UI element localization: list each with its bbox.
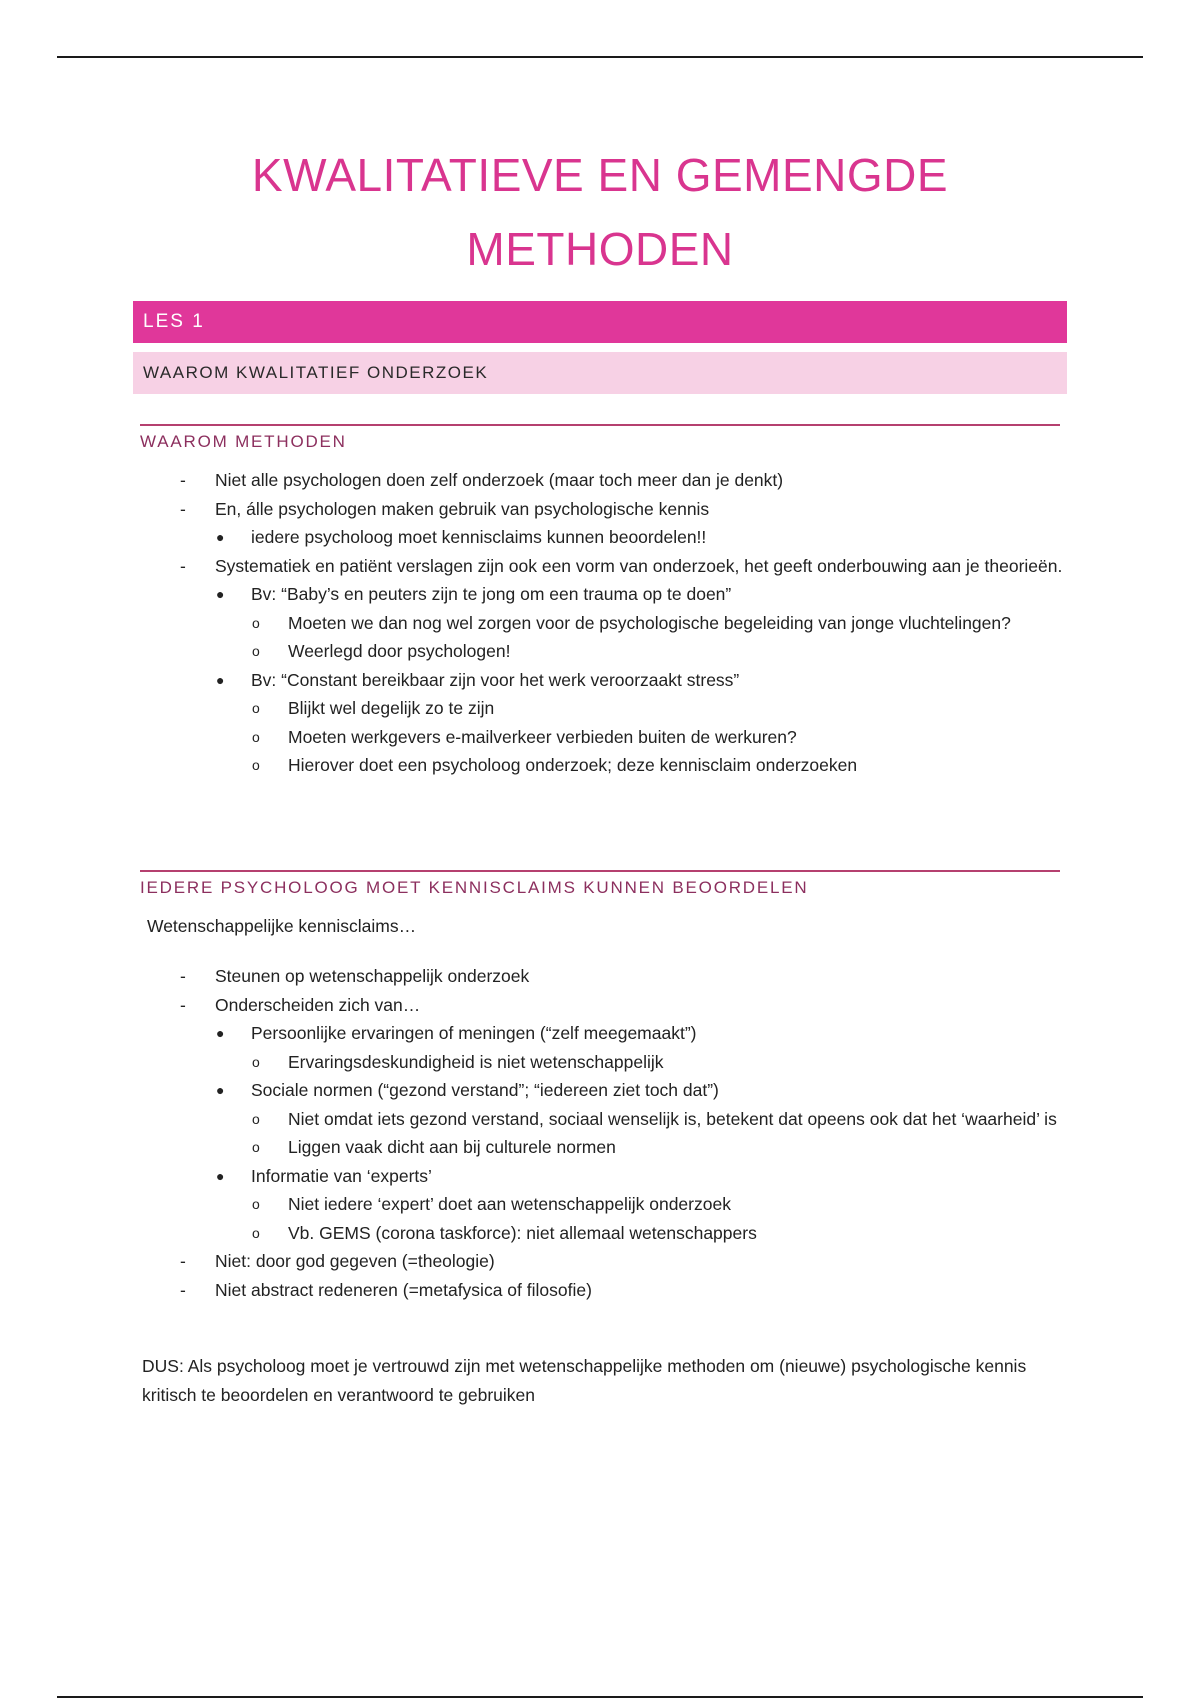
list-item: [0, 1276, 1200, 1305]
list-item-text: Niet alle psychologen doen zelf onderzoek (maar toch meer dan je denkt): [215, 470, 784, 490]
list-item-text: Niet iedere ‘expert’ doet aan wetenschappelijk onderzoek: [288, 1194, 731, 1214]
list-item: [0, 751, 1200, 780]
section-intro: Wetenschappelijke kennisclaims…: [147, 916, 417, 936]
list-marker: -: [180, 994, 186, 1015]
list-marker: -: [180, 966, 186, 986]
list-item: [0, 495, 1200, 524]
list-item: [0, 637, 1200, 666]
list-marker: -: [180, 1251, 186, 1271]
list-item: [0, 552, 1200, 581]
list-marker: o: [252, 1110, 260, 1127]
list-item-text: Sociale normen (“gezond verstand”; “iedereen ziet toch dat”): [251, 1080, 719, 1100]
list-item-text: Vb. GEMS (corona taskforce): niet allemaal wetenschappers: [288, 1222, 757, 1243]
list-item: [0, 666, 1200, 695]
list-item-text: Persoonlijke ervaringen of meningen (“zelf meegemaakt”): [251, 1023, 697, 1043]
list-item-text: Niet: door god gegeven (=theologie): [215, 1251, 495, 1271]
list-item: [0, 1019, 1200, 1048]
list-item-text: Onderscheiden zich van…: [215, 994, 421, 1015]
bullet-list-waarom-methoden: [0, 466, 1200, 780]
list-item: [0, 694, 1200, 723]
list-item-text: Blijkt wel degelijk zo te zijn: [288, 698, 495, 718]
list-item-text: Weerlegd door psychologen!: [288, 641, 511, 661]
list-item: [0, 1219, 1200, 1248]
section-heading-kennisclaims: IEDERE PSYCHOLOOG MOET KENNISCLAIMS KUNNEN BEOORDELEN: [140, 870, 1060, 898]
page-title: [0, 138, 1200, 286]
list-item: [0, 1048, 1200, 1077]
list-item-text: Niet abstract redeneren (=metafysica of filosofie): [215, 1279, 592, 1300]
list-marker: o: [252, 1053, 260, 1070]
list-marker: -: [180, 555, 186, 576]
list-item-text: Hierover doet een psycholoog onderzoek; deze kennisclaim onderzoeken: [288, 755, 858, 775]
list-item-text: iedere psycholoog moet kennisclaims kunnen beoordelen!!: [251, 527, 707, 547]
list-marker: o: [252, 614, 260, 631]
list-item: [0, 1105, 1200, 1134]
page-title-line-1: KWALITATIEVE EN GEMENGDE: [251, 149, 949, 201]
list-marker: o: [252, 1224, 260, 1241]
list-item: [0, 1162, 1200, 1191]
list-item-text: Informatie van ‘experts’: [251, 1165, 432, 1186]
list-item: [0, 1133, 1200, 1162]
bottom-rule: [57, 1696, 1143, 1698]
section-heading-waarom-methoden: WAAROM METHODEN: [140, 424, 1060, 452]
list-marker: o: [252, 700, 260, 716]
subtopic-band: WAAROM KWALITATIEF ONDERZOEK: [133, 352, 1067, 394]
list-marker: o: [252, 757, 260, 773]
list-item: [0, 991, 1200, 1020]
list-item-text: Ervaringsdeskundigheid is niet wetenschappelijk: [288, 1051, 664, 1072]
list-item-text: Systematiek en patiënt verslagen zijn ook een vorm van onderzoek, het geeft onderbouwing aan je theorieën.: [215, 555, 1063, 576]
list-item: [0, 466, 1200, 495]
list-marker: ●: [216, 1082, 225, 1098]
list-marker: -: [180, 470, 186, 490]
top-rule: [57, 56, 1143, 58]
list-marker: -: [180, 498, 186, 519]
list-item: [0, 523, 1200, 552]
list-marker: o: [252, 1196, 260, 1212]
list-item: [0, 1076, 1200, 1105]
list-item-text: Liggen vaak dicht aan bij culturele normen: [288, 1137, 616, 1157]
bullet-list-kennisclaims: [0, 962, 1200, 1304]
list-item-text: Moeten werkgevers e-mailverkeer verbieden buiten de werkuren?: [288, 726, 797, 747]
list-marker: o: [252, 1139, 260, 1155]
list-item-text: Moeten we dan nog wel zorgen voor de psychologische begeleiding van jonge vluchtelingen?: [288, 612, 1011, 633]
list-item-text: Steunen op wetenschappelijk onderzoek: [215, 966, 530, 986]
list-item: [0, 1190, 1200, 1219]
list-item: [0, 962, 1200, 991]
list-marker: ●: [216, 529, 225, 545]
list-item-text: Bv: “Constant bereikbaar zijn voor het werk veroorzaakt stress”: [251, 669, 740, 690]
list-marker: ●: [216, 586, 225, 602]
list-item: [0, 580, 1200, 609]
conclusion-paragraph: DUS: Als psycholoog moet je vertrouwd zijn met wetenschappelijke methoden om (nieuwe) psychologische kennis kritisch te beoordelen en verantwoord te gebruiken: [142, 1356, 1027, 1405]
list-item: [0, 609, 1200, 638]
list-marker: ●: [216, 1167, 225, 1184]
list-marker: o: [252, 728, 260, 745]
list-marker: o: [252, 643, 260, 659]
lesson-band: LES 1: [133, 301, 1067, 343]
list-item: [0, 1247, 1200, 1276]
list-item: [0, 723, 1200, 752]
list-item-text: Niet omdat iets gezond verstand, sociaal wenselijk is, betekent dat opeens ook dat het ‘waarheid’ is: [288, 1108, 1057, 1129]
list-marker: -: [180, 1279, 186, 1300]
list-marker: ●: [216, 671, 225, 688]
page-title-line-2: METHODEN: [466, 223, 734, 275]
list-marker: ●: [216, 1025, 225, 1041]
list-item-text: En, álle psychologen maken gebruik van psychologische kennis: [215, 498, 710, 519]
list-item-text: Bv: “Baby’s en peuters zijn te jong om een trauma op te doen”: [251, 584, 732, 604]
